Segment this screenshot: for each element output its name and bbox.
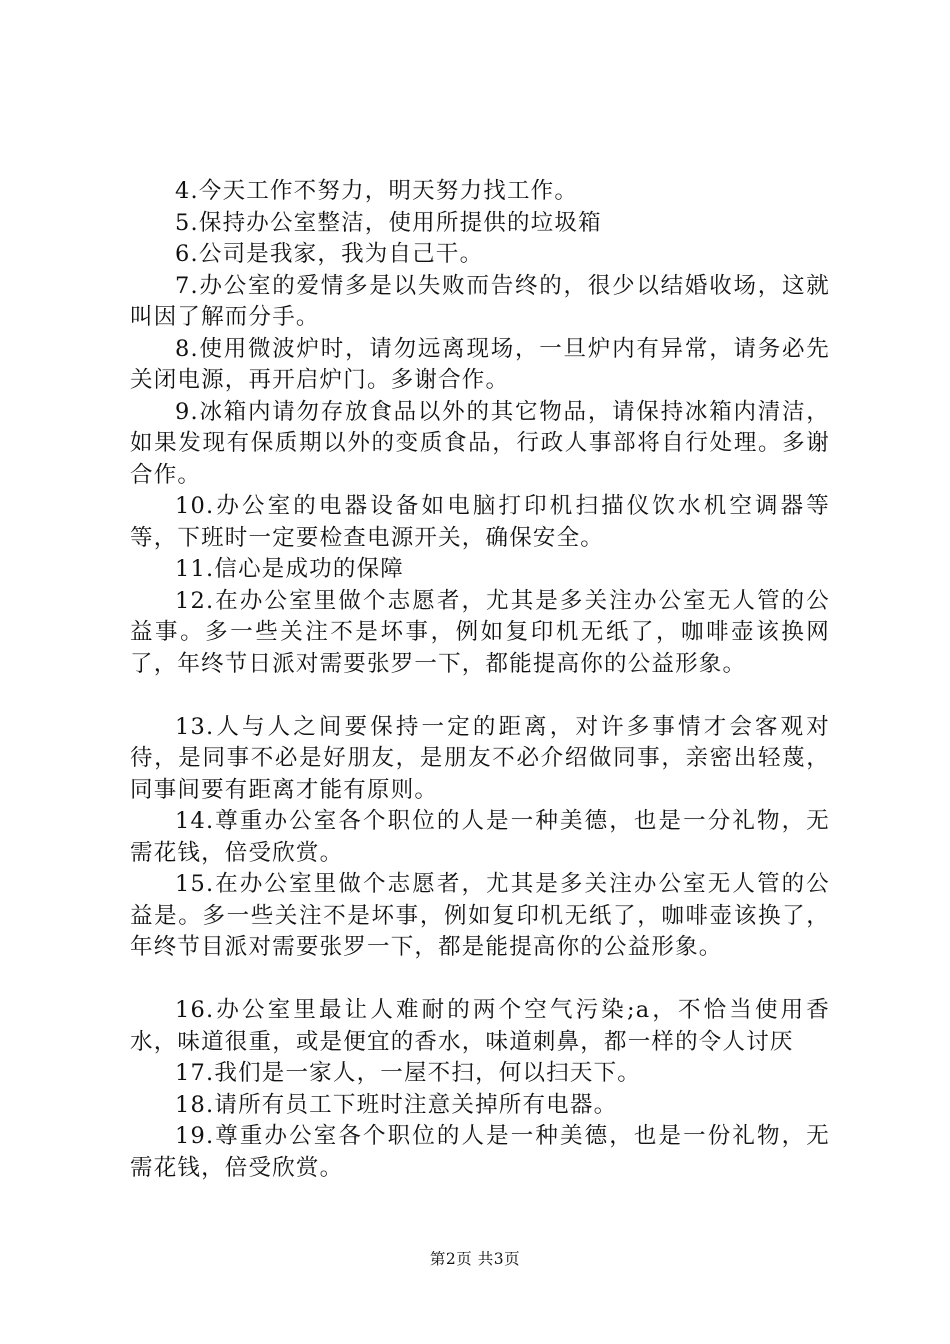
paragraph-spacer xyxy=(130,964,830,996)
list-item: 12.在办公室里做个志愿者，尤其是多关注办公室无人管的公益事。多一些关注不是坏事，例如复印机无纸了，咖啡壶该换网了，年终节日派对需要张罗一下，都能提高你的公益形象。 xyxy=(130,587,830,677)
list-item: 18.请所有员工下班时注意关掉所有电器。 xyxy=(175,1091,618,1118)
list-item: 14.尊重办公室各个职位的人是一种美德，也是一分礼物，无需花钱，倍受欣赏。 xyxy=(130,808,830,866)
list-item: 17.我们是一家人，一屋不扫，何以扫天下。 xyxy=(175,1060,641,1086)
list-item: 6.公司是我家，我为自己干。 xyxy=(175,241,484,267)
document-body xyxy=(130,176,830,1184)
list-item: 7.办公室的爱情多是以失败而告终的，很少以结婚收场，这就叫因了解而分手。 xyxy=(130,272,830,330)
list-item: 19.尊重办公室各个职位的人是一种美德，也是一份礼物，无需花钱，倍受欣赏。 xyxy=(130,1123,830,1181)
page-number-footer: 第2页 共3页 xyxy=(429,1250,521,1268)
list-item: 5.保持办公室整洁，使用所提供的垃圾箱 xyxy=(175,209,602,236)
list-item: 13.人与人之间要保持一定的距离，对许多事情才会客观对待，是同事不必是好朋友，是朋友不必介绍做同事，亲密出轻蔑，同事间要有距离才能有原则。 xyxy=(130,713,830,803)
list-item: 9.冰箱内请勿存放食品以外的其它物品，请保持冰箱内清洁，如果发现有保质期以外的变质食品，行政人事部将自行处理。多谢合作。 xyxy=(130,398,830,488)
paragraph-spacer xyxy=(130,680,830,712)
list-item: 15.在办公室里做个志愿者，尤其是多关注办公室无人管的公益是。多一些关注不是坏事，例如复印机无纸了，咖啡壶该换了，年终节目派对需要张罗一下，都是能提高你的公益形象。 xyxy=(130,871,830,960)
list-item: 10.办公室的电器设备如电脑打印机扫描仪饮水机空调器等等，下班时一定要检查电源开关，确保安全。 xyxy=(130,493,830,551)
list-item: 11.信心是成功的保障 xyxy=(175,556,404,582)
list-item: 8.使用微波炉时，请勿远离现场，一旦炉内有异常，请务必先关闭电源，再开启炉门。多谢合作。 xyxy=(130,335,830,393)
list-item: 16.办公室里最让人难耐的两个空气污染;a，不恰当使用香水，味道很重，或是便宜的香水，味道刺鼻，都一样的令人讨厌 xyxy=(130,997,830,1055)
list-item: 4.今天工作不努力，明天努力找工作。 xyxy=(175,178,579,204)
